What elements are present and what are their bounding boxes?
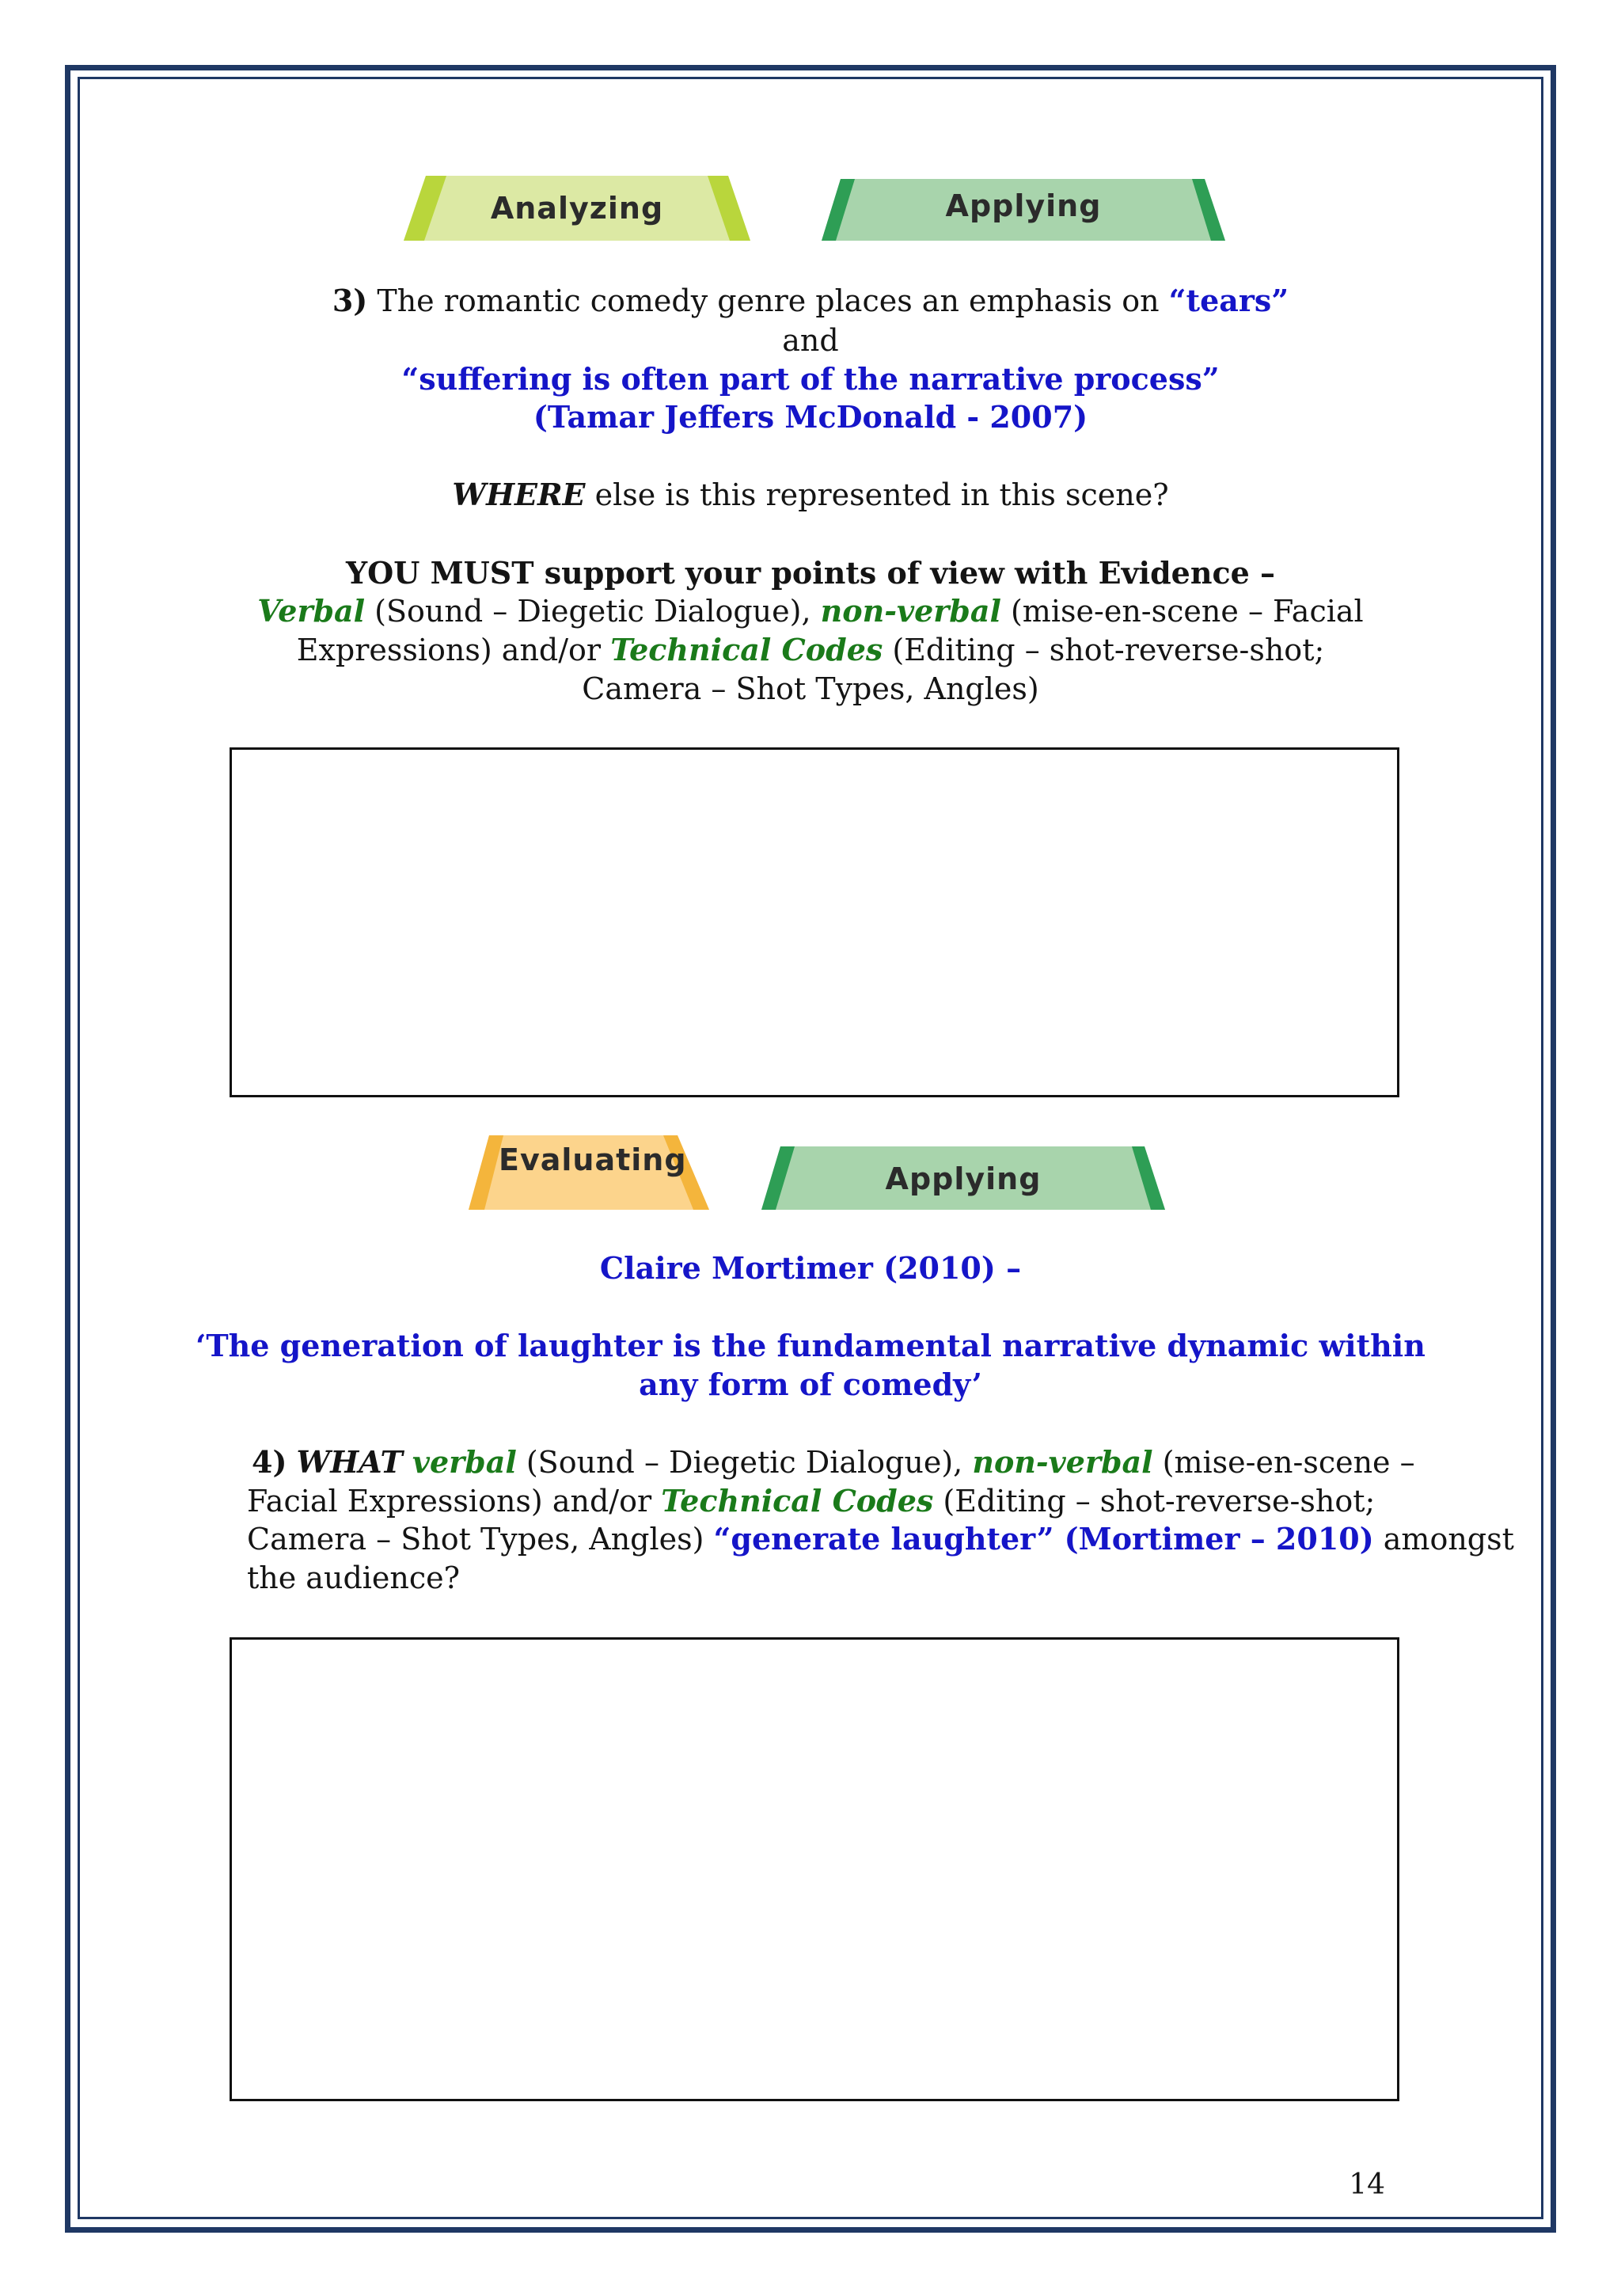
q3-where-rest: else is this represented in this scene? xyxy=(585,477,1169,512)
q3-intro-line xyxy=(0,282,1621,320)
evaluating-label: Evaluating xyxy=(499,1142,687,1177)
analyzing-tag xyxy=(402,173,752,244)
q4-quote-line1: ‘The generation of laughter is the fundamental narrative dynamic within xyxy=(196,1328,1425,1363)
q3-tears-quote: “tears” xyxy=(1168,283,1289,318)
q3-evidence-line1 xyxy=(0,592,1621,630)
q3-must-line: YOU MUST support your points of view with Evidence – xyxy=(345,555,1276,591)
q3-and: and xyxy=(782,323,839,358)
q4-line3a: Camera – Shot Types, Angles) xyxy=(247,1522,714,1557)
q3-verbal: Verbal xyxy=(257,593,366,629)
q4-technical-desc: (Editing – shot-reverse-shot; xyxy=(933,1484,1376,1519)
q3-line3a: Expressions) and/or xyxy=(296,633,611,667)
q3-nonverbal: non-verbal xyxy=(820,593,1001,629)
q4-verbal: verbal xyxy=(412,1444,517,1480)
applying-tag-top xyxy=(820,176,1227,247)
q4-number: 4) xyxy=(252,1444,287,1480)
q3-nonverbal-desc: (mise-en-scene – Facial xyxy=(1000,594,1364,629)
q4-line4: the audience? xyxy=(247,1560,461,1595)
q4-author: Claire Mortimer (2010) – xyxy=(599,1250,1022,1286)
q3-citation: (Tamar Jeffers McDonald - 2007) xyxy=(533,399,1088,435)
q4-verbal-desc: (Sound – Diegetic Dialogue), xyxy=(516,1445,973,1480)
q3-technical: Technical Codes xyxy=(610,632,883,667)
q4-nonverbal-desc: (mise-en-scene – xyxy=(1152,1445,1415,1480)
q4-nonverbal: non-verbal xyxy=(972,1444,1153,1480)
q3-quote: “suffering is often part of the narrative process” xyxy=(401,361,1220,397)
applying-label-top: Applying xyxy=(945,188,1102,223)
q4-line1 xyxy=(252,1443,1415,1481)
q4-line2 xyxy=(247,1482,1375,1520)
answer-box-q3[interactable] xyxy=(230,747,1399,1097)
page-number: 14 xyxy=(1349,2169,1385,2201)
q4-quote-line2: any form of comedy’ xyxy=(639,1367,982,1402)
answer-box-q4[interactable] xyxy=(230,1637,1399,2101)
q3-technical-desc: (Editing – shot-reverse-shot; xyxy=(883,633,1325,667)
q3-verbal-desc: (Sound – Diegetic Dialogue), xyxy=(365,594,821,629)
applying-label-mid: Applying xyxy=(885,1161,1042,1196)
evaluating-tag xyxy=(467,1132,711,1213)
analyzing-label: Analyzing xyxy=(490,191,664,226)
q4-line2a: Facial Expressions) and/or xyxy=(247,1484,662,1519)
q3-where-line xyxy=(0,476,1621,514)
q3-intro-text: The romantic comedy genre places an emphasis on xyxy=(367,283,1169,318)
applying-tag-mid xyxy=(760,1143,1167,1215)
q3-where: WHERE xyxy=(452,477,586,512)
q4-generate-quote: “generate laughter” (Mortimer – 2010) xyxy=(713,1521,1374,1557)
q3-evidence-line3: Camera – Shot Types, Angles) xyxy=(582,671,1039,706)
q3-number: 3) xyxy=(332,283,368,318)
q4-technical: Technical Codes xyxy=(661,1483,934,1519)
q4-line3 xyxy=(247,1520,1514,1558)
q4-amongst: amongst xyxy=(1373,1522,1514,1557)
q3-evidence-line2 xyxy=(0,631,1621,669)
q4-what: WHAT xyxy=(296,1444,403,1480)
